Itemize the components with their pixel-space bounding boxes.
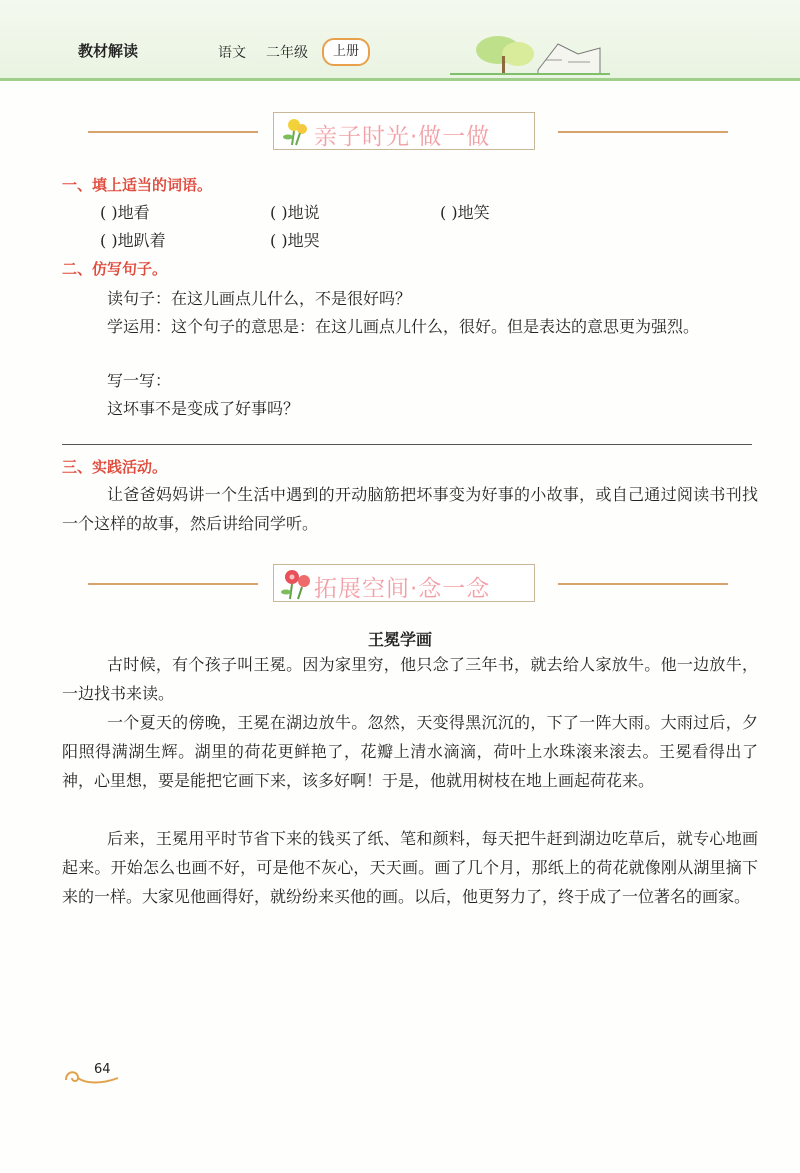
page-number: 64 — [94, 1062, 111, 1077]
header-title: 教材解读 — [78, 42, 139, 60]
answer-line — [62, 444, 752, 445]
story-paragraph: 后来，王冕用平时节省下来的钱买了纸、笔和颜料，每天把牛赶到湖边吃草后，就专心地画起来。开始怎么也画不好，可是他不灰心，天天画。画了几个月，那纸上的荷花就像刚从湖里摘下来的一样。大家见他画得好，就纷纷来买他的画。以后，他更努力了，终于成了一位著名的画家。 — [62, 829, 758, 906]
swirl-ornament-icon — [62, 1066, 122, 1086]
apply-sentence: 学运用：这个句子的意思是：在这儿画点儿什么，很好。但是表达的意思更为强烈。 — [107, 317, 700, 336]
section-heading-fill-words: 一、填上适当的词语。 — [62, 176, 213, 194]
blank-item: ( )地看 — [100, 203, 150, 222]
yellow-flower-icon — [280, 115, 312, 147]
story-paragraph: 一个夏天的傍晚，王冕在湖边放牛。忽然，天变得黑沉沉的，下了一阵大雨。大雨过后，夕阳照得满湖生辉。湖里的荷花更鲜艳了，花瓣上清水滴滴，荷叶上水珠滚来滚去。王冕看得出了神，心里想，要是能把它画下来，该多好啊！于是，他就用树枝在地上画起荷花来。 — [62, 713, 758, 790]
banner-box — [273, 564, 535, 602]
banner-title: 亲子时光·做一做 — [314, 124, 491, 150]
read-sentence: 读句子：在这儿画点儿什么，不是很好吗？ — [107, 289, 412, 308]
banner-title: 拓展空间·念一念 — [314, 576, 491, 602]
blank-item: ( )地哭 — [270, 231, 320, 250]
banner-box — [273, 112, 535, 150]
banner-divider-right — [558, 583, 728, 585]
story-title: 王冕学画 — [367, 630, 432, 649]
header-grade: 二年级 — [266, 45, 308, 61]
blank-item: ( )地说 — [270, 203, 320, 222]
banner-extension — [88, 562, 728, 606]
activity-text: 让爸爸妈妈讲一个生活中遇到的开动脑筋把坏事变为好事的小故事，或自己通过阅读书刊找一个这样的故事，然后讲给同学听。 — [62, 485, 758, 533]
story-paragraph: 古时候，有个孩子叫王冕。因为家里穷，他只念了三年书，就去给人家放牛。他一边放牛，一边找书来读。 — [62, 655, 758, 703]
header-subject: 语文 — [218, 45, 246, 61]
village-scene-illustration — [450, 30, 610, 76]
header-volume-badge: 上册 — [322, 38, 370, 66]
write-label: 写一写： — [107, 371, 172, 390]
banner-divider-left — [88, 131, 258, 133]
banner-parent-child — [88, 110, 728, 154]
page-header — [0, 0, 800, 81]
banner-divider-left — [88, 583, 258, 585]
banner-divider-right — [558, 131, 728, 133]
blank-item: ( )地趴着 — [100, 231, 166, 250]
section-heading-activity: 三、实践活动。 — [62, 458, 168, 476]
example-sentence: 这坏事不是变成了好事吗？ — [107, 399, 300, 418]
section-heading-imitate: 二、仿写句子。 — [62, 260, 168, 278]
blank-item: ( )地笑 — [440, 203, 490, 222]
red-flower-icon — [280, 567, 314, 601]
